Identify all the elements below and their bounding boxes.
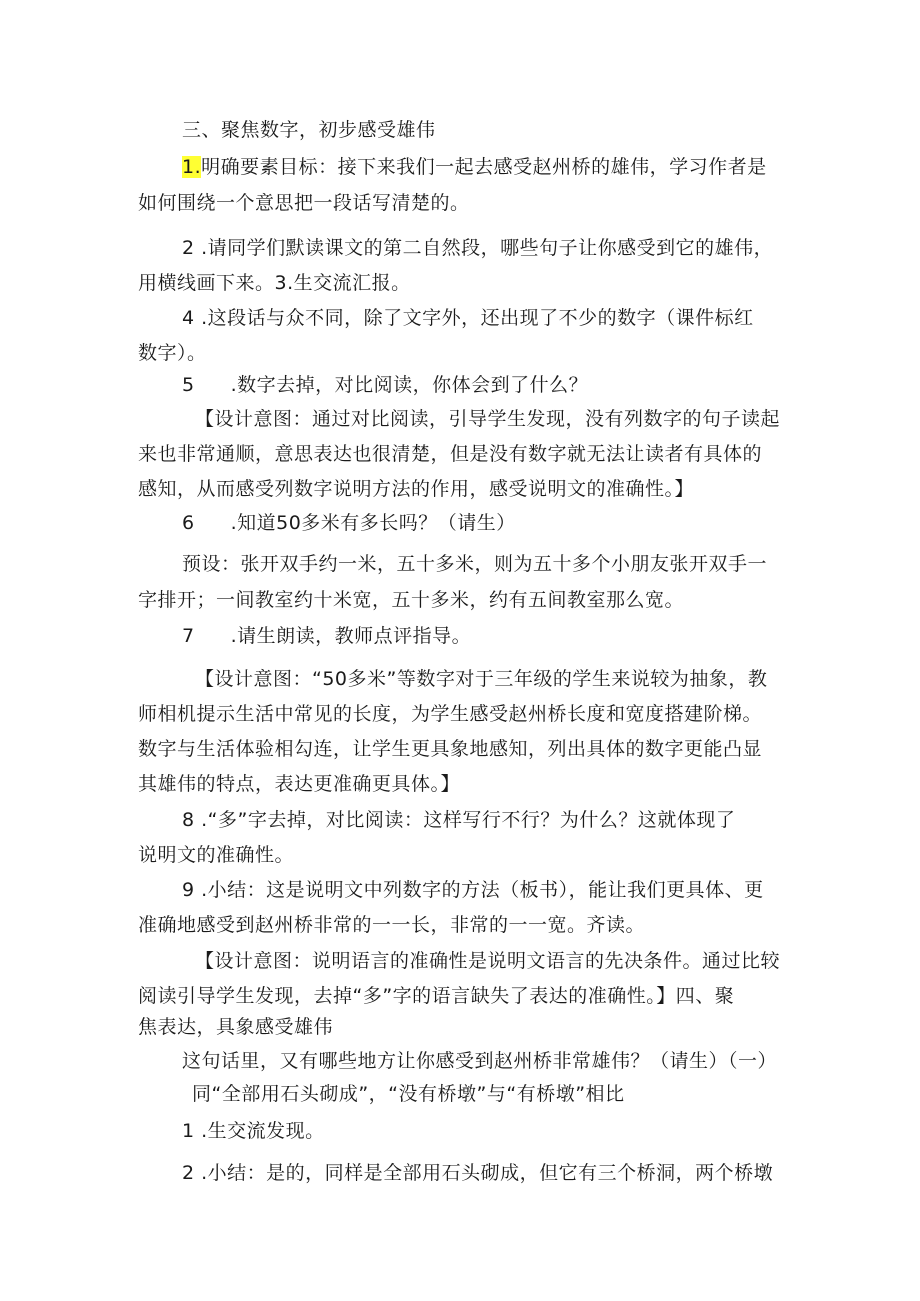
design-note-1-line-3: 感知，从而感受列数字说明方法的作用，感受说明文的准确性。】 <box>138 478 695 500</box>
preset-line-1: 预设：张开双手约一米，五十多米，则为五十多个小朋友张开双手一 <box>182 553 768 575</box>
paragraph-7: 7 .请生朗读，教师点评指导。 <box>182 625 472 647</box>
preset-line-2: 字排开；一间教室约十米宽，五十多米，约有五间教室那么宽。 <box>138 589 685 611</box>
step-1: 1 .生交流发现。 <box>182 1120 325 1142</box>
paragraph-6: 6 .知道50多米有多长吗？（请生） <box>182 512 516 534</box>
design-note-1-line-2: 来也非常通顺，意思表达也很清楚，但是没有数字就无法让读者有具体的 <box>138 443 763 465</box>
paragraph-2-line-2: 用横线画下来。3.生交流汇报。 <box>138 272 411 294</box>
paragraph-8-line-2: 说明文的准确性。 <box>138 844 295 866</box>
paragraph-4-line-1: 4 .这段话与众不同，除了文字外，还出现了不少的数字（课件标红 <box>182 307 754 329</box>
paragraph-9-line-1: 9 .小结：这是说明文中列数字的方法（板书），能让我们更具体、更 <box>182 879 764 901</box>
highlight-number: 1. <box>182 156 202 178</box>
paragraph-8-line-1: 8 .“多”字去掉，对比阅读：这样写行不行？为什么？这就体现了 <box>182 809 736 831</box>
design-note-2-line-3: 数字与生活体验相勾连，让学生更具象地感知，列出具体的数字更能凸显 <box>138 738 763 760</box>
section-heading: 三、聚焦数字，初步感受雄伟 <box>182 119 436 141</box>
design-note-2-line-4: 其雄伟的特点，表达更准确更具体。】 <box>138 773 461 795</box>
step-2: 2 .小结：是的，同样是全部用石头砌成，但它有三个桥洞，两个桥墩 <box>182 1162 774 1184</box>
paragraph-1-line-2: 如何围绕一个意思把一段话写清楚的。 <box>138 192 470 214</box>
paragraph-1-line-1: 1.明确要素目标：接下来我们一起去感受赵州桥的雄伟，学习作者是 <box>182 156 767 178</box>
design-note-1-line-1: 【设计意图：通过对比阅读，引导学生发现，没有列数字的句子读起 <box>195 408 781 430</box>
design-note-2-line-2: 师相机提示生活中常见的长度，为学生感受赵州桥长度和宽度搭建阶梯。 <box>138 703 763 725</box>
design-note-3-line-2: 阅读引导学生发现，去掉“多”字的语言缺失了表达的准确性。】四、聚 <box>138 985 735 1007</box>
paragraph-2-line-1: 2 .请同学们默读课文的第二自然段，哪些句子让你感受到它的雄伟， <box>182 237 774 259</box>
design-note-3-line-1: 【设计意图：说明语言的准确性是说明文语言的先决条件。通过比较 <box>195 950 781 972</box>
question-line-2: 同“全部用石头砌成”，“没有桥墩”与“有桥墩”相比 <box>192 1083 625 1105</box>
paragraph-4-line-2: 数字）。 <box>138 342 207 364</box>
paragraph-5: 5 .数字去掉，对比阅读，你体会到了什么？ <box>182 374 589 396</box>
design-note-3-line-3: 焦表达，具象感受雄伟 <box>138 1016 334 1038</box>
paragraph-9-line-2: 准确地感受到赵州桥非常的一一长，非常的一一宽。齐读。 <box>138 914 646 936</box>
design-note-2-line-1: 【设计意图：“50多米”等数字对于三年级的学生来说较为抽象，教 <box>195 668 768 690</box>
question-line-1: 这句话里，又有哪些地方让你感受到赵州桥非常雄伟？（请生）（一） <box>182 1050 778 1072</box>
